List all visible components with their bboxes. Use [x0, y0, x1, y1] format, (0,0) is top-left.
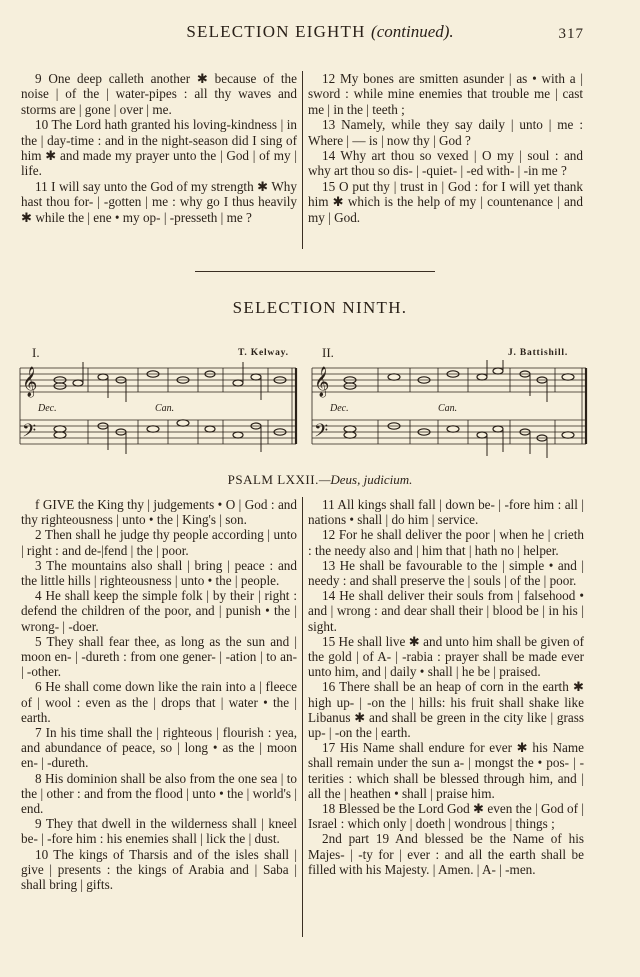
column-divider — [302, 497, 303, 937]
verse: f GIVE the King thy | judgements • O | God : and thy righteousness | unto • the | King's | son. — [21, 497, 297, 528]
verse: 10 The kings of Tharsis and of the isles shall | give | presents : the kings of Arabia and | Saba | shall bring | gifts. — [21, 846, 297, 893]
verse: 5 They shall fear thee, as long as the sun and | moon en- | -dureth : from one gener- | -ation | to an- | -other. — [21, 633, 297, 680]
chant-score-1 — [18, 360, 298, 460]
verse: 6 He shall come down like the rain into a | fleece of | wool : even as the | drops that | water • the | earth. — [21, 679, 297, 725]
verse: 11 All kings shall fall | down be- | -fore him : all | nations • shall | do him | service. — [308, 497, 584, 528]
cantoris-label: Can. — [438, 403, 458, 414]
verse: 17 His Name shall endure for ever ✱ his Name shall remain under the sun a- | mongst the • pos- | -terities : which shall be blessed through him, and | all the | heathen • shall | praise him. — [308, 740, 584, 801]
verse: 4 He shall keep the simple folk | by their | right : defend the children of the poor, and | punish • the | wrong- | -doer. — [21, 588, 297, 634]
verse: 14 He shall deliver their souls from | falsehood • and | wrong : and dear shall their | blood be | in his | sight. — [308, 588, 584, 634]
treble-clef-icon: 𝄞 — [22, 367, 38, 397]
verse: 13 Namely, while they say daily | unto | me : Where | — is | now thy | God ? — [308, 117, 583, 148]
top-left-column — [21, 71, 297, 225]
bottom-right-column — [308, 497, 584, 877]
verse: 7 In his time shall the | righteous | flourish : yea, and abundance of peace, so | long • as the | moon en- | -dureth. — [21, 725, 297, 771]
cantoris-label: Can. — [155, 403, 175, 414]
top-right-column — [308, 71, 583, 225]
decani-label: Dec. — [330, 403, 349, 414]
verse: 8 His dominion shall be also from the one sea | to the | other : and from the flood | unto • the | world's | end. — [21, 770, 297, 817]
verse: 18 Blessed be the Lord God ✱ even the | God of | Israel : which only | doeth | wondrous | things ; — [308, 801, 584, 832]
verse: 9 One deep calleth another ✱ because of the noise | of the | water-pipes : all thy waves and storms are | gone | over | me. — [21, 71, 297, 117]
verse: 2 Then shall he judge thy people according | unto | right : and de-|fend | the | poor. — [21, 527, 297, 558]
chant-score-2 — [310, 360, 590, 460]
page-header — [0, 20, 640, 44]
tune-2-number: II. — [322, 345, 334, 360]
bottom-left-column — [21, 497, 297, 892]
verse: 12 For he shall deliver the poor | when he | crieth : the needy also and | him that | hath no | helper. — [308, 527, 584, 558]
running-title: SELECTION EIGHTH (continued). — [186, 22, 454, 41]
selection-title: SELECTION NINTH. — [232, 298, 408, 317]
verse: 3 The mountains also shall | bring | peace : and the little hills | righteousness | unto • the | people. — [21, 557, 297, 589]
decani-label: Dec. — [38, 403, 57, 414]
bass-clef-icon: 𝄢 — [314, 421, 329, 446]
verse: 9 They that dwell in the wilderness shall | kneel be- | -fore him : his enemies shall | lick the | dust. — [21, 816, 297, 847]
psalm-heading: PSALM LXXII.—Deus, judicium. — [227, 472, 413, 487]
verse: 15 He shall live ✱ and unto him shall be given of the gold | of A- | -rabia : prayer shall be made ever unto him, and | daily • shall | he be | praised. — [308, 633, 584, 680]
verse: 14 Why art thou so vexed | O my | soul : and why art thou so dis- | -quiet- | -ed with- | -in me ? — [308, 148, 583, 179]
page-number: 317 — [558, 26, 584, 42]
verse: 16 There shall be an heap of corn in the earth ✱ high up- | -on the | hills: his fruit shall shake like Libanus ✱ and shall be green in the city like | grass up- | -on the | earth. — [308, 679, 584, 741]
treble-clef-icon: 𝄞 — [314, 367, 330, 397]
verse: 11 I will say unto the God of my strength ✱ Why hast thou for- | -gotten | me : why go I thus heavily ✱ while the | ene • my op- | -presseth | me ? — [21, 178, 297, 225]
verse: 13 He shall be favourable to the | simple • and | needy : and shall preserve the | souls | of the | poor. — [308, 557, 584, 589]
verse: 10 The Lord hath granted his loving-kindness | in the | day-time : and in the night-season did I sing of him ✱ and made my prayer unto the | God | of my | life. — [21, 117, 297, 179]
tune-1-number: I. — [32, 345, 40, 360]
verse: 15 O put thy | trust in | God : for I will yet thank him ✱ which is the help of my | countenance | and my | God. — [308, 178, 583, 225]
column-divider — [302, 71, 303, 249]
bass-clef-icon: 𝄢 — [22, 421, 37, 446]
verse: 12 My bones are smitten asunder | as • with a | sword : while mine enemies that trouble me | cast me | in the | teeth ; — [308, 71, 583, 117]
tune-1-composer: T. Kelway. — [238, 348, 289, 358]
verse: 2nd part 19 And blessed be the Name of his Majes- | -ty for | ever : and all the earth shall be filled with his Majesty. | Amen. | A- | -men. — [308, 831, 584, 877]
section-divider — [195, 271, 435, 272]
tune-2-composer: J. Battishill. — [508, 348, 569, 358]
